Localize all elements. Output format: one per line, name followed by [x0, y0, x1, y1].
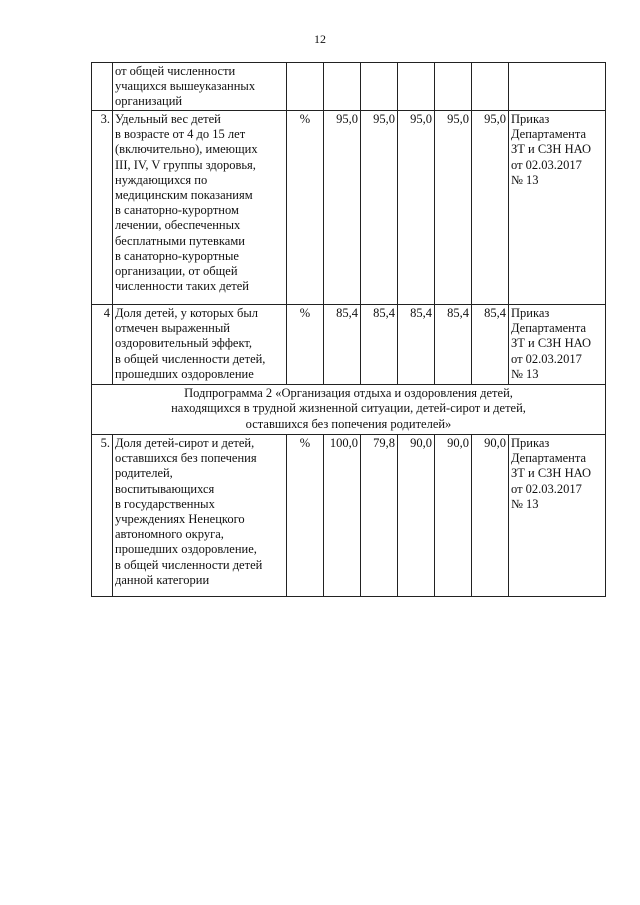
unit-cell: %: [287, 435, 324, 597]
value-cell: [435, 63, 472, 111]
value-cell: 95,0: [472, 111, 509, 305]
row-number: 5.: [92, 435, 113, 597]
value-cell: 85,4: [435, 305, 472, 385]
value-cell: [361, 63, 398, 111]
value-cell: [472, 63, 509, 111]
indicator-description: Доля детей, у которых был отмечен выраженный оздоровительный эффект, в общей численности детей, прошедших оздоровление: [113, 305, 287, 385]
indicator-description: Доля детей-сирот и детей, оставшихся без попечения родителей, воспитывающихся в государственных учреждениях Ненецкого автономного округа, прошедших оздоровление, в общей численности детей данной категории: [113, 435, 287, 597]
value-cell: 95,0: [324, 111, 361, 305]
source-cell: Приказ Департамента ЗТ и СЗН НАО от 02.03.2017 № 13: [509, 305, 606, 385]
row-number: 4: [92, 305, 113, 385]
value-cell: [324, 63, 361, 111]
source-cell: [509, 63, 606, 111]
subprogram-row: [92, 385, 606, 435]
source-cell: Приказ Департамента ЗТ и СЗН НАО от 02.03.2017 № 13: [509, 111, 606, 305]
value-cell: 95,0: [398, 111, 435, 305]
subprogram-heading: Подпрограмма 2 «Организация отдыха и оздоровления детей, находящихся в трудной жизненной ситуации, детей-сирот и детей, оставшихся без попечения родителей»: [92, 385, 606, 435]
value-cell: 90,0: [472, 435, 509, 597]
value-cell: 85,4: [324, 305, 361, 385]
value-cell: 85,4: [472, 305, 509, 385]
value-cell: 90,0: [398, 435, 435, 597]
value-cell: 79,8: [361, 435, 398, 597]
value-cell: 85,4: [361, 305, 398, 385]
indicator-description: Удельный вес детей в возрасте от 4 до 15 лет (включительно), имеющих III, IV, V группы здоровья, нуждающихся по медицинским показаниям в санаторно-курортном лечении, обеспеченных бесплатными путевками в санаторно-курортные организации, от общей численности таких детей: [113, 111, 287, 305]
source-cell: Приказ Департамента ЗТ и СЗН НАО от 02.03.2017 № 13: [509, 435, 606, 597]
unit-cell: [287, 63, 324, 111]
value-cell: 95,0: [435, 111, 472, 305]
row-number: [92, 63, 113, 111]
value-cell: 85,4: [398, 305, 435, 385]
table-row: [92, 435, 606, 597]
table-row: [92, 305, 606, 385]
indicator-description: от общей численности учащихся вышеуказанных организаций: [113, 63, 287, 111]
unit-cell: %: [287, 111, 324, 305]
table-row: [92, 111, 606, 305]
page-number: 12: [314, 32, 326, 46]
value-cell: 95,0: [361, 111, 398, 305]
unit-cell: %: [287, 305, 324, 385]
value-cell: 100,0: [324, 435, 361, 597]
row-number: 3.: [92, 111, 113, 305]
value-cell: [398, 63, 435, 111]
table-row: [92, 63, 606, 111]
indicators-table: [91, 62, 606, 597]
value-cell: 90,0: [435, 435, 472, 597]
